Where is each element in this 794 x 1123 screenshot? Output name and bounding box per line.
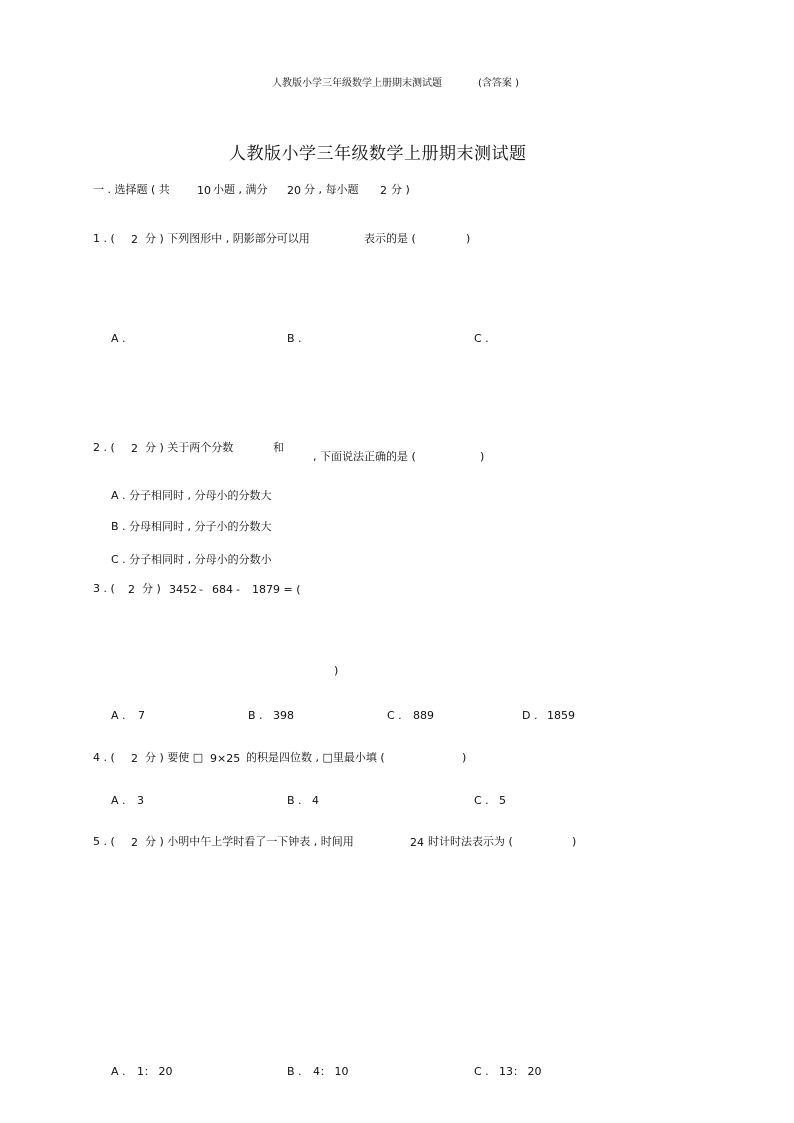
question-5-number: 5 . ( [93,835,115,848]
question-5-score: 2 [131,836,138,849]
question-1-stem-part2: 表示的是 ( [364,232,416,245]
question-3-option-b-value[interactable]: 398 [273,709,294,722]
question-2-stem-and: 和 [273,441,284,454]
question-3-operator-2: - [236,583,240,596]
question-4-option-a-value[interactable]: 3 [137,794,144,807]
section-heading-part4: 分 ) [391,183,410,196]
question-3-stem-part1: 分 ) [142,582,161,595]
question-5-stem-part2: 时计时法表示为 ( [428,835,513,848]
question-1-option-c[interactable]: C . [474,332,489,345]
question-3-option-d-value[interactable]: 1859 [547,709,575,722]
question-4-number: 4 . ( [93,751,115,764]
question-3-option-d-label[interactable]: D . [522,709,538,722]
question-4-option-a-label[interactable]: A . [111,794,126,807]
question-2-number: 2 . ( [93,441,115,454]
question-4-score: 2 [131,752,138,765]
question-1-close-paren: ) [466,232,471,245]
question-4-option-b-label[interactable]: B . [287,794,302,807]
section-question-count: 10 [197,184,211,197]
question-1-option-b[interactable]: B . [287,332,302,345]
question-2-stem-part1: 分 ) 关于两个分数 [145,441,234,454]
question-5-option-a-value[interactable]: 1： 20 [137,1065,173,1078]
section-heading-part3: 分 , 每小题 [304,183,359,196]
question-4-stem-part1: 分 ) 要使 □ [145,751,204,764]
question-4-option-c-value[interactable]: 5 [499,794,506,807]
question-1-option-a[interactable]: A . [111,332,126,345]
question-1-number: 1 . ( [93,232,115,245]
question-4-close-paren: ) [462,751,467,764]
question-2-option-a[interactable]: A . 分子相同时 , 分母小的分数大 [111,489,272,502]
question-5-option-a-label[interactable]: A . [111,1065,126,1078]
question-3-score: 2 [128,583,135,596]
question-1-stem-part1: 分 ) 下列图形中 , 阴影部分可以用 [145,232,310,245]
question-3-operand-1: 3452 [169,583,197,596]
question-2-option-c[interactable]: C . 分子相同时 , 分母小的分数小 [111,553,272,566]
running-header-title: 人教版小学三年级数学上册期末测试题 [272,78,442,89]
question-3-option-a-value[interactable]: 7 [138,709,145,722]
question-3-option-c-value[interactable]: 889 [413,709,434,722]
question-3-close-paren: ) [334,664,339,677]
question-3-operator-1: - [199,583,203,596]
question-4-option-c-label[interactable]: C . [474,794,489,807]
question-4-expression: 9×25 [210,752,241,765]
question-2-option-b[interactable]: B . 分母相同时 , 分子小的分数大 [111,520,272,533]
question-1-score: 2 [131,233,138,246]
question-3-option-b-label[interactable]: B . [248,709,263,722]
question-2-close-paren: ) [480,450,485,463]
question-5-option-c-value[interactable]: 13： 20 [499,1065,542,1078]
question-4-stem-part2: 的积是四位数 , □里最小填 ( [246,751,385,764]
question-3-option-c-label[interactable]: C . [387,709,402,722]
section-each-score: 2 [380,184,387,197]
question-3-option-a-label[interactable]: A . [111,709,126,722]
question-5-close-paren: ) [572,835,577,848]
section-heading-part2: 小题 , 满分 [213,183,268,196]
question-5-option-b-label[interactable]: B . [287,1065,302,1078]
document-title: 人教版小学三年级数学上册期末测试题 [229,144,527,164]
question-3-number: 3 . ( [93,582,115,595]
question-5-stem-part1: 分 ) 小明中午上学时看了一下钟表 , 时间用 [145,835,354,848]
question-2-stem-part2: , 下面说法正确的是 ( [313,450,416,463]
question-3-operand-2: 684 [212,583,233,596]
question-2-score: 2 [131,442,138,455]
question-5-option-b-value[interactable]: 4： 10 [313,1065,349,1078]
question-4-option-b-value[interactable]: 4 [312,794,319,807]
question-5-hours: 24 [410,836,424,849]
running-header-suffix: (含答案 ) [478,78,519,89]
section-heading-part1: 一 . 选择题 ( 共 [93,183,170,196]
question-5-option-c-label[interactable]: C . [474,1065,489,1078]
section-total-score: 20 [287,184,301,197]
question-3-operand-3: 1879 = ( [252,583,301,596]
